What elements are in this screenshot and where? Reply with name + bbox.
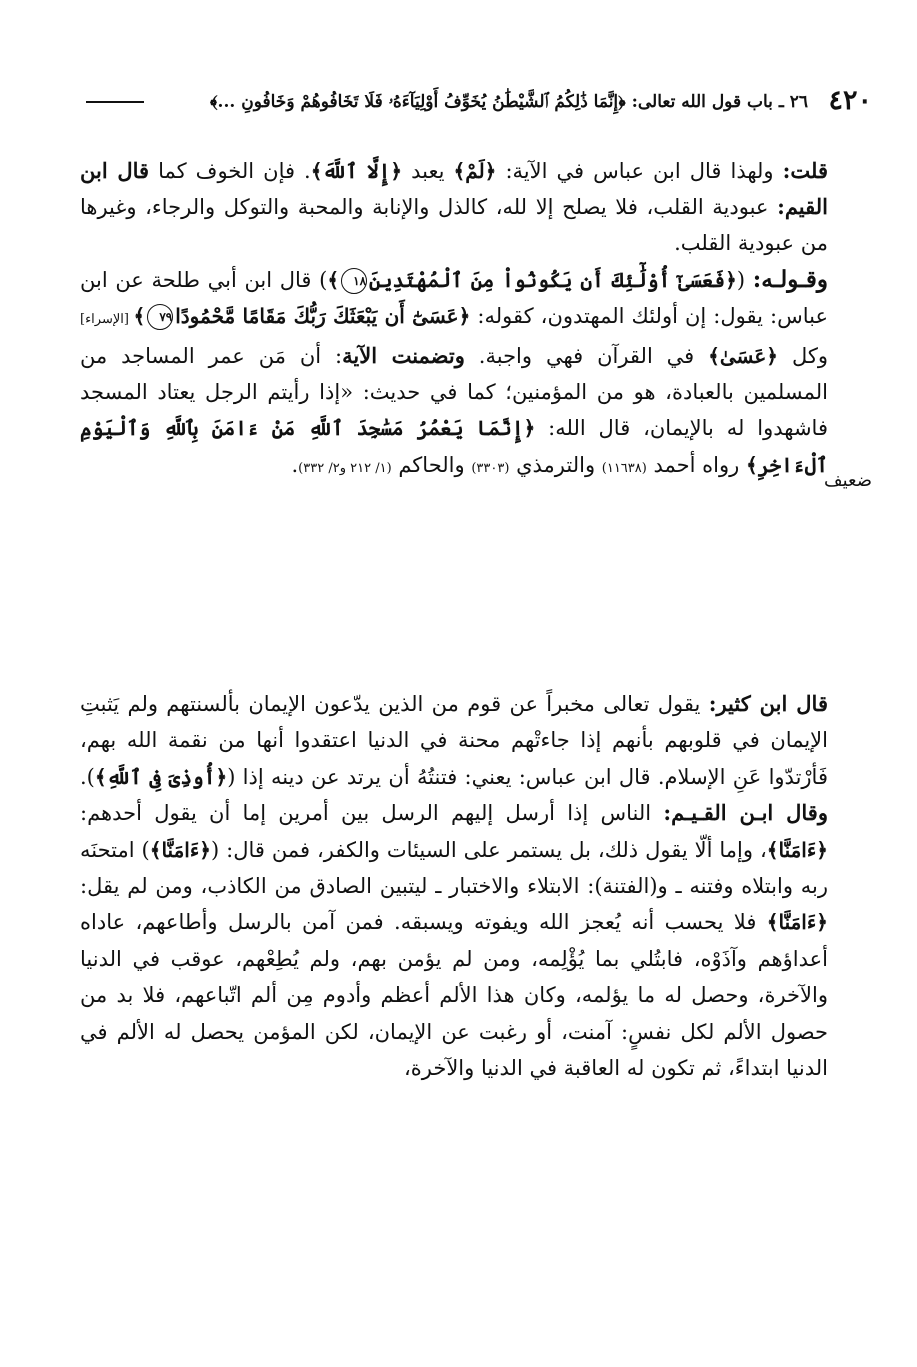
hadith-reference: (١/ ٢١٢ و٢/ ٣٣٢) [298,460,392,476]
verse-number-marker: ١٨ [341,268,367,294]
text: عبودية القلب، فلا يصلح إلا لله، كالذل والإنابة والمحبة والتوكل والرجاء، وغيرها من عبودية القلب. [80,195,828,256]
verse-number-marker: ٧٩ [147,304,173,330]
page-number: ٤٢٠ [828,85,872,116]
text: رواه أحمد [646,452,746,477]
paragraph-3 [80,686,828,1086]
header-rule [86,101,144,103]
label-qultu: قلت: [782,158,828,183]
text: يقول تعالى مخبراً عن قوم من الذين يدّعون الإيمان بألسنتهم ولم يَثبتِ الإيمان في قلوبهم بأنهم إذا جاءتْهم محنة في الدنيا اعتقدوا أنها من نقمة الله بهم، فَأرْتدّوا عَنِ الإسلام. قال ابن عباس: يعني: فتنتُهُ أن يرتد عن دينه إذا ( [80,692,828,789]
text: الناس إذا أرسل إليهم الرسل بين أمرين إما أن يقول أحدهم: [80,801,664,826]
text: ) قال ابن أبي طلحة عن ابن عباس: يقول: إن أولئك المهتدون، كقوله: [80,267,829,328]
quran-quote: ﴿لَمْ﴾ [453,159,497,183]
text: في القرآن فهي واجبة. [464,344,709,369]
text: والحاكم [391,452,472,477]
text: ). [80,764,95,789]
page-header [86,84,872,120]
label-ibn-kathir: قال ابن كثير: [708,691,828,716]
quran-quote: ﴿عَسَىٰ﴾ [708,344,779,369]
quran-quote: ﴿ءَامَنَّا﴾ [149,837,211,862]
quote-close: ﴾ [327,267,340,292]
chapter-title: ٢٦ ـ باب قول الله تعالى: ﴿إِنَّمَا ذَٰلِكُمُ ٱلشَّيْطَٰنُ يُخَوِّفُ أَوْلِيَآءَهُۥ فَلَا تَخَافُوهُمْ وَخَافُونِ ...﴾ [210,92,808,112]
quran-quote: ﴿إِلَّا ٱللَّهَ﴾ [310,159,403,183]
quran-quote: ﴿ءَامَنَّا﴾ [766,910,828,935]
paragraph-2 [80,262,828,487]
label-qawluhu: وقـولـه: [752,265,828,293]
margin-grading-note: ضعيف [823,470,872,491]
text: ، وإما ألّا يقول ذلك، بل يستمر على السيئات والكفر، فمن قال: ( [210,837,767,862]
text: : أن مَن عمر المساجد من المسلمين بالعبادة، هو من المؤمنين؛ كما في حديث: «إذا رأيتم الرجل يعتاد المسجد فاشهدوا له بالإيمان، قال الله: [80,344,828,441]
text: ولهذا قال ابن عباس في الآية: [496,159,783,183]
text: يعبد [402,159,454,183]
text: والترمذي [509,452,602,477]
hadith-reference: (١١٦٣٨) [601,460,647,476]
text: . [291,452,299,477]
text: . فإن الخوف كما [149,159,311,183]
text: فلا يحسب أنه يُعجز الله ويفوته ويسبقه. فمن آمن بالرسل وأطاعهم، عاداه أعداؤهم وآذَوْه، فابتُلي بما يُؤْلِمه، ومن لم يؤمن بهم، ولم يُطِعْهم، عوقب في الدنيا والآخرة، وحصل له ما يؤلمه، وكان هذا الألم أعظم وأدوم مِن ألم اتّباعهم، فلا بد من حصول الألم لكل نفسٍ: آمنت، أو رغبت عن الإيمان، لكن المؤمن يحصل له الألم في الدنيا ابتداءً، ثم تكون له العاقبة في الدنيا والآخرة، [80,910,828,1081]
label-ibn-qayyim: قال ابن القيم: [80,158,828,220]
label-ibn-qayyim: وقال ابـن القـيـم: [663,800,828,826]
text: وكل [778,344,828,369]
hadith-reference: (٣٣٠٣) [471,460,510,476]
commentary-section-1 [80,153,828,487]
quran-quote: ﴿أُوذِىَ فِى ٱللَّهِ﴾ [94,764,228,789]
text: ( [736,267,753,292]
label-tadammanat: وتضمنت الآية [342,343,465,369]
commentary-section-2 [80,686,828,1086]
surah-reference: [الإسراء] [80,311,134,327]
quran-quote: ﴿إِنَّمَا يَعْمُرُ مَسَٰجِدَ ٱللَّهِ مَنْ ءَامَنَ بِٱللَّهِ وَٱلْيَوْمِ ٱلْءَاخِرِ﴾ [80,416,828,477]
quote-close: ﴾ [133,303,146,328]
quran-quote: ﴿فَعَسَىٰٓ أُوْلَٰٓئِكَ أَن يَكُونُواْ مِنَ ٱلْمُهْتَدِينَ [369,267,737,292]
quran-quote: ﴿عَسَىٰٓ أَن يَبْعَثَكَ رَبُّكَ مَقَامًا مَّحْمُودًا [175,303,471,328]
paragraph-1 [80,153,828,262]
quran-quote: ﴿ءَامَنَّا﴾ [766,837,828,862]
text: ) امتحنَه ربه وابتلاه وفتنه ـ و(الفتنة): الابتلاء والاختبار ـ ليتبين الصادق من الكاذب، ومن لم يقل: [80,837,828,899]
